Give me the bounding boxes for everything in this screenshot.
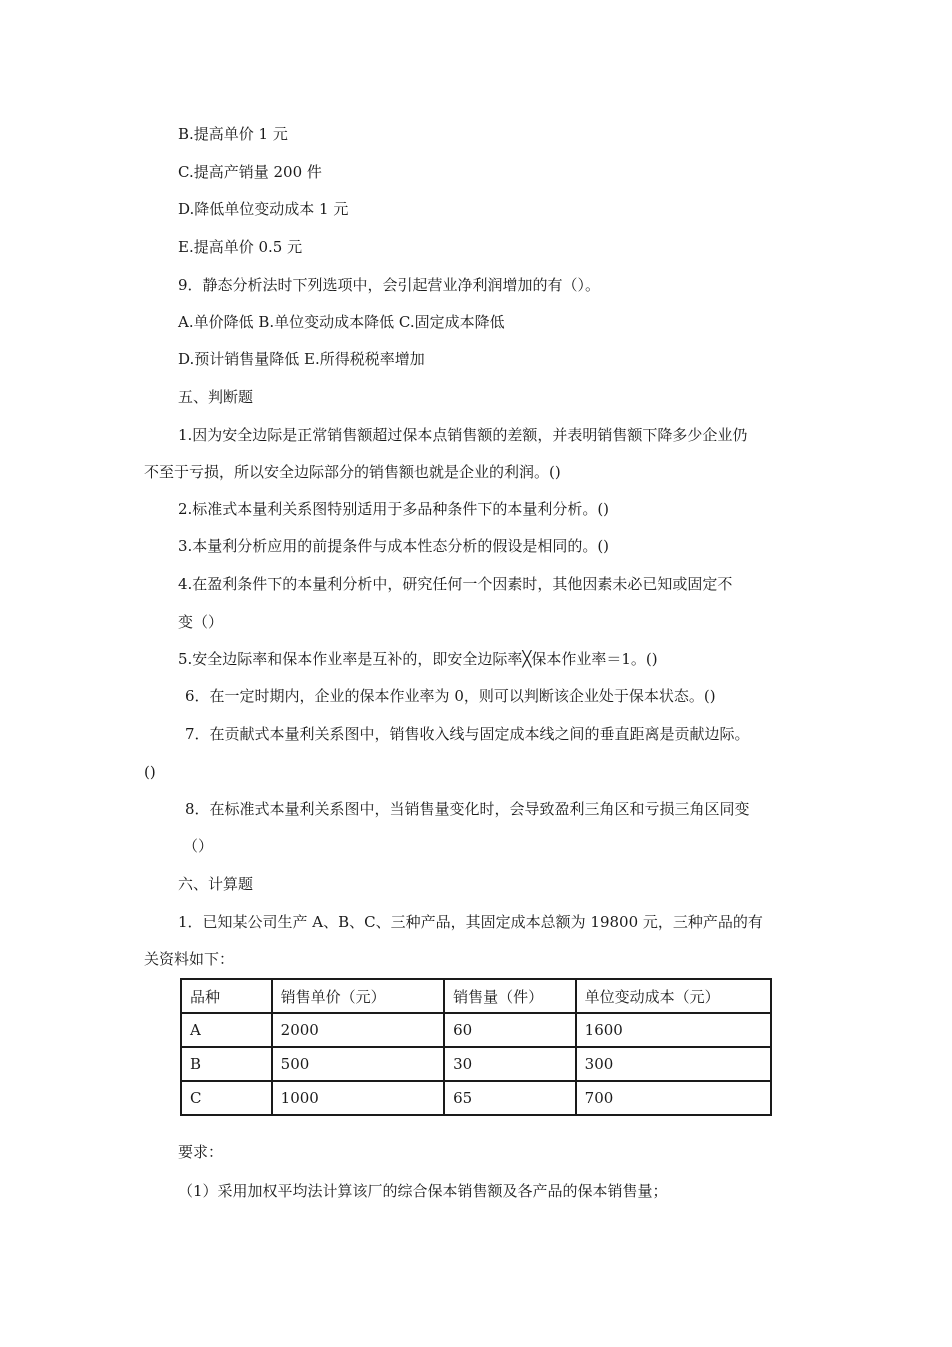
table-cell: 2000 xyxy=(272,1013,444,1047)
table-header-cell: 销售单价（元） xyxy=(272,979,444,1013)
judgement-item-8-line2: （） xyxy=(183,837,214,855)
table-row xyxy=(181,1081,771,1115)
judgement-item-5: 5.安全边际率和保本作业率是互补的，即安全边际率╳保本作业率＝1。() xyxy=(178,650,658,668)
judgement-item-7-line2: () xyxy=(144,763,156,781)
table-header-cell: 品种 xyxy=(181,979,272,1013)
table-cell: 65 xyxy=(444,1081,576,1115)
section6-heading: 六、计算题 xyxy=(178,875,254,893)
judgement-item-4-line1: 4.在盈利条件下的本量利分析中，研究任何一个因素时，其他因素未必已知或固定不 xyxy=(178,575,733,593)
table-cell: 1600 xyxy=(576,1013,771,1047)
table-cell: 300 xyxy=(576,1047,771,1081)
table-cell: 30 xyxy=(444,1047,576,1081)
judgement-item-4-line2: 变（） xyxy=(178,613,224,631)
judgement-item-2: 2.标准式本量利关系图特别适用于多品种条件下的本量利分析。() xyxy=(178,500,610,518)
q8-option-b: B.提高单价 1 元 xyxy=(178,125,288,143)
judgement-item-1-line1: 1.因为安全边际是正常销售额超过保本点销售额的差额，并表明销售额下降多少企业仍 xyxy=(178,426,748,444)
requirement-label: 要求： xyxy=(178,1143,224,1161)
judgement-item-7-line1: 7．在贡献式本量利关系图中，销售收入线与固定成本线之间的垂直距离是贡献边际。 xyxy=(185,725,750,743)
judgement-item-1-line2: 不至于亏损，所以安全边际部分的销售额也就是企业的利润。() xyxy=(144,463,561,481)
table-cell: 60 xyxy=(444,1013,576,1047)
q9-options-line2: D.预计销售量降低 E.所得税税率增加 xyxy=(178,350,425,368)
table-cell: C xyxy=(181,1081,272,1115)
table-cell: B xyxy=(181,1047,272,1081)
table-row xyxy=(181,1013,771,1047)
section5-heading: 五、判断题 xyxy=(178,388,254,406)
q8-option-e: E.提高单价 0.5 元 xyxy=(178,238,303,256)
q9-options-line1: A.单价降低 B.单位变动成本降低 C.固定成本降低 xyxy=(178,313,505,331)
q8-option-c: C.提高产销量 200 件 xyxy=(178,163,322,181)
q9-stem: 9．静态分析法时下列选项中，会引起营业净利润增加的有（）。 xyxy=(178,276,601,294)
table-cell: 700 xyxy=(576,1081,771,1115)
table-cell: 500 xyxy=(272,1047,444,1081)
q8-option-d: D.降低单位变动成本 1 元 xyxy=(178,200,349,218)
calc-question-1-line1: 1．已知某公司生产 A、B、C、三种产品，其固定成本总额为 19800 元，三种产品的有 xyxy=(178,913,763,931)
judgement-item-6: 6．在一定时期内，企业的保本作业率为 0，则可以判断该企业处于保本状态。() xyxy=(185,687,716,705)
table-header-row xyxy=(181,979,771,1013)
table-header-cell: 销售量（件） xyxy=(444,979,576,1013)
product-data-table xyxy=(180,978,772,1116)
requirement-1: （1）采用加权平均法计算该厂的综合保本销售额及各产品的保本销售量； xyxy=(178,1182,668,1200)
judgement-item-8-line1: 8．在标准式本量利关系图中，当销售量变化时，会导致盈利三角区和亏损三角区同变 xyxy=(185,800,750,818)
table-row xyxy=(181,1047,771,1081)
table-cell: A xyxy=(181,1013,272,1047)
table-header-cell: 单位变动成本（元） xyxy=(576,979,771,1013)
calc-question-1-line2: 关资料如下： xyxy=(144,950,235,968)
judgement-item-3: 3.本量利分析应用的前提条件与成本性态分析的假设是相同的。() xyxy=(178,537,610,555)
table-cell: 1000 xyxy=(272,1081,444,1115)
